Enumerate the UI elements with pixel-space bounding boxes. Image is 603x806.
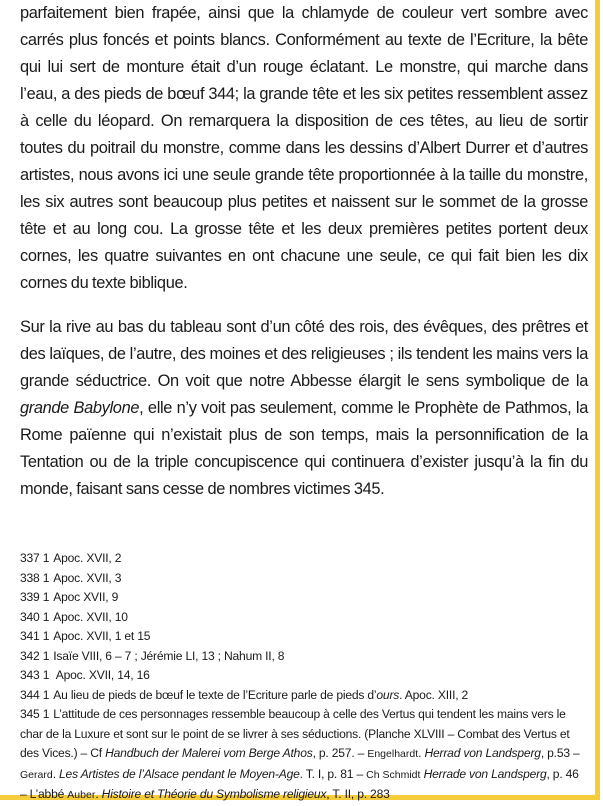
footnote-341: 341 1 Apoc. XVII, 1 et 15 [20, 629, 151, 643]
footnote-339: 339 1 Apoc XVII, 9 [20, 590, 119, 604]
footnote-340: 340 1 Apoc. XVII, 10 [20, 609, 128, 624]
paragraph-2: Sur la rive au bas du tableau sont d’un côté des rois, des évêques, des prêtres et des laïques, de l’autre, des moines et des religieuses ; ils tendent les mains vers la grande séductrice. On voit que notre Abbesse élargit le sens symbolique de la grande Babylone, elle n’y voit pas seulement, comme le Prophète de Pathmos, la Rome païenne qui n’existait plus de son temps, mais la personnification de la Tentation ou de la triple concupiscence qui continuera d’exister jusqu’à la fin du monde, faisant sans cesse de nombres victimes 345. [20, 318, 588, 498]
paragraph-1: parfaitement bien frapée, ainsi que la chlamyde de couleur vert sombre avec carrés plus foncés et points blancs. Conformément au texte de l’Ecriture, la bête qui lui sert de monture était d’un rouge éclatant. Le monstre, qui marche dans l’eau, a des pieds de bœuf 344; la grande tête et les six petites ressemblent assez à celle du léopard. On remarquera la disposition de ces têtes, au lieu de sortir toutes du poitrail du monstre, comme dans les dessins d’Albert Durrer et d’autres artistes, nous avons ici une seule grande tête proportionnée à la taille du monstre, les six autres sont beaucoup plus petites et naissent sur le sommet de la grosse tête et au long cou. La grosse tête et les deux premières petites portent deux cornes, les quatre suivantes en ont chacune une seule, ce qui fait bien les dix cornes du texte biblique. [20, 4, 588, 292]
italic-term: grande Babylone [20, 399, 140, 417]
page-content [20, 0, 588, 806]
footnote-342: 342 1 Isaïe VIII, 6 – 7 ; Jérémie LI, 13 ; Nahum II, 8 [20, 648, 285, 663]
footnote-344: 344 1 Au lieu de pieds de bœuf le texte de l’Ecriture parle de pieds d’ours. Apoc. XIII, 2 [20, 687, 469, 702]
footnote-345: 345 1 L’attitude de ces personnages ressemble beaucoup à celle des Vertus qui tendent les mains vers le char de la Luxure et sont sur le point de se livrer à ses séductions. (Planche XLVIII – Combat des Vertus et des Vices.) – Cf Handbuch der Malerei vom Berge Athos, p. 257. – Engelhardt. Herrad von Landsperg, p.53 – Gerard. Les Artistes de l’Alsace pendant le Moyen-Age. T. I, p. 81 – Ch Schmidt Herrade von Landsperg, p. 46 – L’abbé Auber. Histoire et Théorie du Symbolisme religieux, T. II, p. 283 [20, 707, 580, 801]
footnotes [20, 549, 588, 806]
footnote-337: 337 1 Apoc. XVII, 2 [20, 551, 122, 565]
body-text [20, 0, 588, 503]
footnote-338: 338 1 Apoc. XVII, 3 [20, 570, 122, 585]
footnote-343: 343 1 Apoc. XVII, 14, 16 [20, 668, 150, 682]
